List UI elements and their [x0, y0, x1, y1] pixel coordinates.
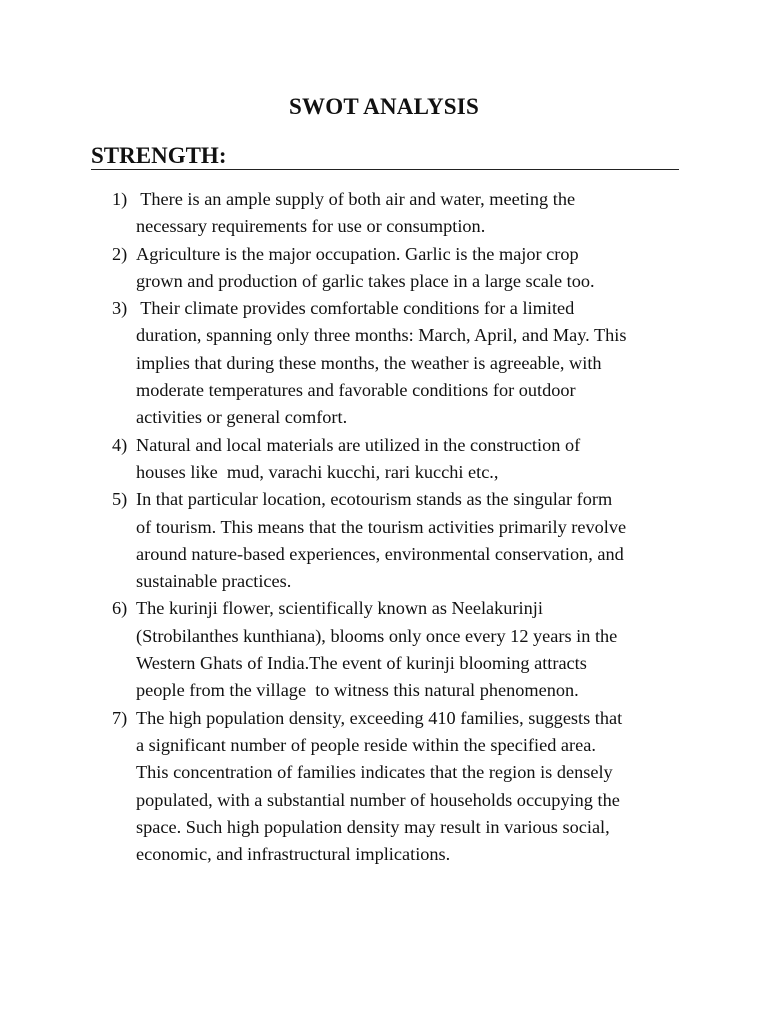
strength-list: [112, 186, 687, 868]
text-line: around nature-based experiences, environmental conservation, and: [136, 543, 624, 564]
list-item-number: 7): [112, 707, 128, 728]
list-item-text: [136, 595, 687, 704]
text-line: moderate temperatures and favorable conditions for outdoor: [136, 380, 576, 401]
text-line: a significant number of people reside within the specified area.: [136, 734, 596, 755]
text-line: economic, and infrastructural implications.: [136, 844, 451, 865]
section-heading-strength: STRENGTH:: [91, 142, 679, 170]
list-item-number: 5): [112, 489, 128, 510]
list-item: [112, 432, 687, 487]
document-title: SWOT ANALYSIS: [289, 94, 479, 119]
text-line: sustainable practices.: [136, 571, 292, 592]
list-item-number: 6): [112, 598, 128, 619]
list-item-text: [136, 241, 687, 296]
list-item-text: [136, 705, 687, 869]
list-item-number: 2): [112, 243, 128, 264]
list-item: [112, 295, 687, 431]
text-line: people from the village to witness this natural phenomenon.: [136, 680, 579, 701]
list-item: [112, 705, 687, 869]
text-line: The kurinji flower, scientifically known as Neelakurinji: [136, 598, 543, 619]
list-item-number: 1): [112, 189, 128, 209]
list-item-text: [136, 432, 687, 487]
text-line: Agriculture is the major occupation. Garlic is the major crop: [136, 243, 579, 264]
text-line: (Strobilanthes kunthiana), blooms only once every 12 years in the: [136, 625, 618, 646]
text-line: This concentration of families indicates that the region is densely: [136, 762, 613, 783]
list-item: [112, 186, 687, 241]
text-line: houses like mud, varachi kucchi, rari kucchi etc.,: [136, 461, 499, 482]
list-item: [112, 241, 687, 296]
text-line: of tourism. This means that the tourism activities primarily revolve: [136, 516, 627, 537]
list-item-number: 3): [112, 298, 128, 319]
text-line: duration, spanning only three months: March, April, and May. This: [136, 325, 627, 346]
list-item-text: [136, 186, 687, 241]
list-item-number: 4): [112, 434, 128, 455]
text-line: Western Ghats of India.The event of kurinji blooming attracts: [136, 653, 587, 674]
text-line: grown and production of garlic takes place in a large scale too.: [136, 270, 595, 291]
list-item-text: [136, 295, 687, 431]
text-line: implies that during these months, the weather is agreeable, with: [136, 352, 602, 373]
text-line: In that particular location, ecotourism stands as the singular form: [136, 489, 613, 510]
text-line: The high population density, exceeding 410 families, suggests that: [136, 707, 623, 728]
text-line: Their climate provides comfortable conditions for a limited: [136, 298, 575, 319]
list-item-text: [136, 486, 687, 595]
text-line: space. Such high population density may result in various social,: [136, 816, 610, 837]
list-item: [112, 486, 687, 595]
text-line: necessary requirements for use or consumption.: [136, 216, 486, 237]
text-line: There is an ample supply of both air and water, meeting the: [136, 189, 576, 209]
list-item: [112, 595, 687, 704]
text-line: activities or general comfort.: [136, 407, 348, 428]
text-line: Natural and local materials are utilized in the construction of: [136, 434, 581, 455]
text-line: populated, with a substantial number of households occupying the: [136, 789, 620, 810]
